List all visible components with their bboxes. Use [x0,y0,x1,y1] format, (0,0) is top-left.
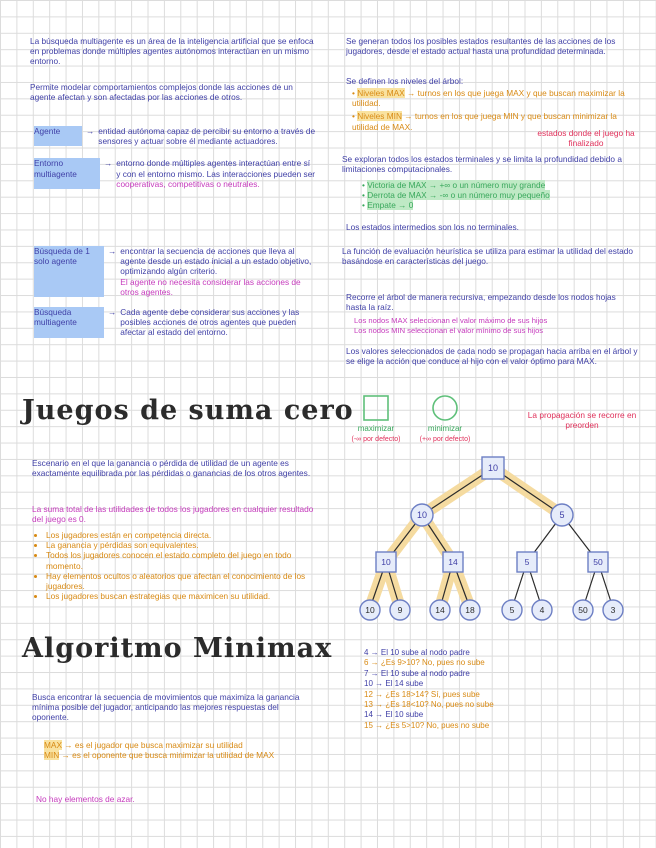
propagacion-note: La propagación se recorre en preorden [527,410,637,431]
intro-paragraph-2: Permite modelar comportamientos complejos donde las acciones de un agente afectan y son afectadas por las acciones de otros. [30,82,293,103]
tree-node-root-label: 10 [487,463,499,473]
def-agente [34,126,316,146]
victoria: • Victoria de MAX → +∞ o un número muy grande [362,180,546,190]
tree-leaf-label: 14 [435,605,445,615]
term-busqm: Búsqueda multiagente [34,307,104,338]
suma-bullet: • Los jugadores buscan estrategias que maximicen su utilidad. [46,591,314,601]
def-agente-text: entidad autónoma capaz de percibir su entorno a través de sensores y actuar sobre él mediante actuadores. [98,126,316,147]
tree-leaf-label: 5 [509,605,515,615]
estados-finalizado: estados donde el juego ha finalizado [537,128,635,149]
tree-node-max-label: 14 [448,557,458,567]
def-busq1-text: encontrar la secuencia de acciones que lleva al agente desde un estado inicial a un estado objetivo, optimizando algún criterio. El agente no necesita considerar las acciones de otros agentes. [120,246,312,297]
legend-max-sub: (-∞ por defecto) [351,436,401,443]
tree-leaf-label: 50 [578,605,588,615]
def-busqm [34,307,316,338]
legend-min-label: minimizar [427,424,463,433]
minimax-def: Busca encontrar la secuencia de movimientos que maximiza la ganancia mínima posible del jugador, anticipando las mejores respuestas del oponente. [32,692,300,723]
tree-leaf-label: 9 [397,605,403,615]
term-busq1: Búsqueda de 1 solo agente [34,246,104,297]
arrow-icon: → [108,307,117,318]
right-p4: Los estados intermedios son los no terminales. [346,222,519,232]
tree-node-max-label: 10 [381,557,391,567]
tree-node-min-label: 10 [416,510,428,520]
propagation-highlight [370,468,565,608]
definitions-block [34,126,316,197]
suma-bullet: • Hay elementos ocultos o aleatorios que afectan el conocimiento de los jugadores. [46,571,314,591]
tree-leaves [360,600,623,620]
tree-node-max-label: 5 [524,557,530,567]
busqueda-block [34,246,316,346]
step-item: 10 → El 14 sube [364,679,424,689]
tree-leaf-label: 3 [610,605,616,615]
def-entorno-text: entorno donde múltiples agentes interactúan entre sí y con el entorno mismo. Las interacciones pueden ser cooperativas, competitivas o neutrales. [116,158,316,189]
def-entorno [34,158,316,189]
right-p5: La función de evaluación heurística se utiliza para estimar la utilidad del estado basándose en características del juego. [342,246,634,267]
derrota: • Derrota de MAX → -∞ o un número muy pequeño [362,190,550,201]
intro-paragraph: La búsqueda multiagente es un área de la inteligencia artificial que se enfoca en problemas donde múltiples agentes autónomos interactúan en un mismo entorno. [30,36,314,67]
legend-min-sub: (+∞ por defecto) [419,436,471,443]
steps-list [364,648,634,731]
tree-leaf-label: 18 [465,605,475,615]
right-p6: Recorre el árbol de manera recursiva, empezando desde los nodos hojas hasta la raíz. [346,292,616,313]
suma-total: La suma total de las utilidades de todos los jugadores en cualquier resultado del juego es 0. [32,504,314,525]
max-min-defs [44,740,316,760]
legend-max-square [364,396,388,420]
def-busqm-text: Cada agente debe considerar sus acciones y las posibles acciones de otros agentes que pueden afectar al estado del entorno. [120,307,300,338]
step-item: 4 → El 10 sube al nodo padre [364,648,470,657]
legend-min-circle [433,396,457,420]
title-minimax: Algoritmo Minimax [22,633,333,664]
tree-node-min-label: 5 [559,510,565,520]
suma-bullet: • Los jugadores están en competencia directa. [46,530,314,540]
suma-def: Escenario en el que la ganancia o pérdida de utilidad de un agente es exactamente equilibrada por las pérdidas o ganancias de los otros agentes. [32,458,311,479]
suma-bullet: • La ganancia y pérdidas son equivalentes. [46,540,314,550]
tree-node-max-label: 50 [593,557,603,567]
term-entorno: Entorno multiagente [34,158,100,189]
p6-bullet: Los nodos MIN seleccionan el valor mínimo de sus hijos [354,326,544,336]
term-agente: Agente [34,126,82,146]
step-item: 7 → El 10 sube al nodo padre [364,668,470,678]
step-item: 6 → ¿Es 9>10? No, pues no sube [364,658,485,668]
no-azar: No hay elementos de azar. [36,794,135,804]
right-p1: Se generan todos los posibles estados resultantes de las acciones de los jugadores, desde el estado actual hasta una profundidad determinada. [346,36,616,57]
right-p3: Se exploran todos los estados terminales y se limita la profundidad debido a limitaciones computacionales. [342,154,622,175]
nivel-min: • Niveles MIN → turnos en los que juega MIN y que buscan minimizar la utilidad de MAX. [352,111,617,132]
step-item: 14 → El 10 sube [364,710,424,720]
def-busq1 [34,246,316,297]
right-p2: Se definen los niveles del árbol: [346,76,464,86]
legend-max-label: maximizar [357,424,395,433]
p6-bullet: Los nodos MAX seleccionan el valor máximo de sus hijos [354,316,548,325]
tree-leaf-label: 4 [539,605,545,615]
suma-bullet: • Todos los jugadores conocen el estado completo del juego en todo momento. [46,550,314,570]
empate: • Empate → 0 [362,200,414,211]
step-item: 12 → ¿Es 18>14? Sí, pues sube [364,689,480,699]
max-def: MAX → es el jugador que busca maximizar su utilidad [44,740,243,750]
arrow-icon: → [104,158,113,169]
right-p7: Los valores seleccionados de cada nodo se propagan hacia arriba en el árbol y se elige la acción que conduce al hijo con el valor óptimo para MAX. [346,346,638,367]
step-item: 15 → ¿Es 5>10? No, pues no sube [364,720,490,730]
p6-bullets [354,316,638,336]
terminal-values [362,180,632,211]
min-def: MIN → es el oponente que busca minimizar la utilidad de MAX [44,750,275,761]
niveles-list [352,88,638,132]
step-item: 13 → ¿Es 18<10? No, pues no sube [364,700,494,710]
tree-leaf-label: 10 [365,605,375,615]
nivel-max: • Niveles MAX → turnos en los que juega MAX y que buscan maximizar la utilidad. [352,88,625,109]
title-suma-cero: Juegos de suma cero [22,395,354,426]
arrow-icon: → [86,126,95,136]
arrow-icon: → [108,246,117,256]
suma-bullets [36,530,314,601]
